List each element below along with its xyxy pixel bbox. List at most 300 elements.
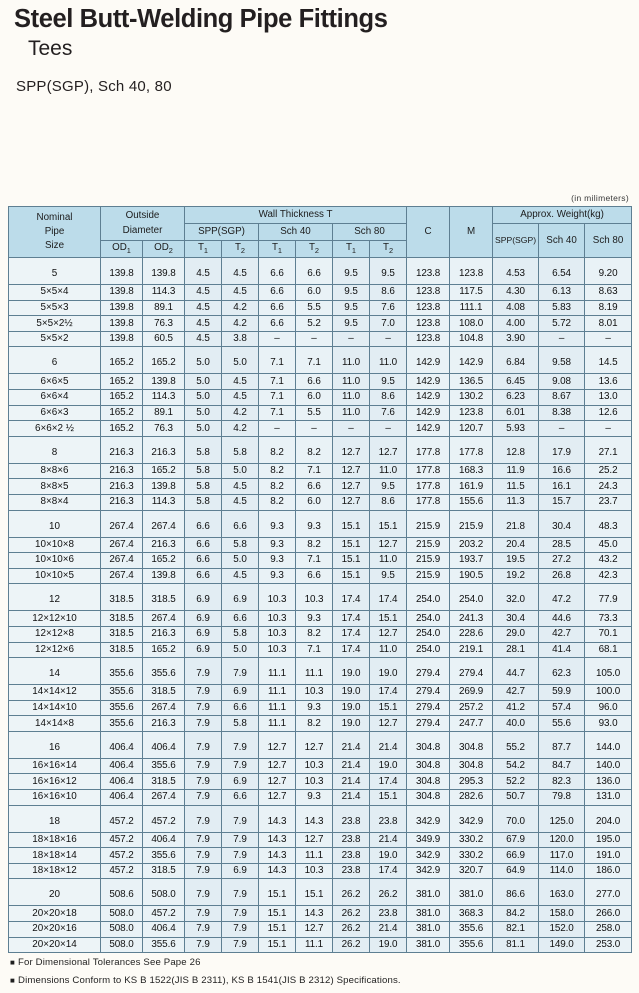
cell-c: 304.8 (407, 774, 450, 790)
cell-size: 18 (9, 805, 101, 832)
cell-w_sch40: 120.0 (539, 832, 585, 848)
cell-c: 279.4 (407, 700, 450, 716)
cell-sch80_t2: 15.1 (370, 510, 407, 537)
cell-sch40_t2: 8.2 (296, 537, 333, 553)
cell-sch80_t1: 21.4 (333, 731, 370, 758)
cell-sch80_t1: 17.4 (333, 642, 370, 658)
cell-od1: 457.2 (101, 863, 143, 879)
cell-sch80_t1: 11.0 (333, 389, 370, 405)
cell-od2: 457.2 (143, 805, 185, 832)
cell-c: 349.9 (407, 832, 450, 848)
cell-sch80_t2: – (370, 331, 407, 347)
cell-spp_t1: 7.9 (185, 700, 222, 716)
cell-w_sch40: 84.7 (539, 758, 585, 774)
cell-size: 10 (9, 510, 101, 537)
cell-od2: 318.5 (143, 774, 185, 790)
cell-w_sch80: 140.0 (585, 758, 632, 774)
cell-sch80_t2: 11.0 (370, 642, 407, 658)
cell-sch80_t2: 12.7 (370, 436, 407, 463)
cell-w_spp: 29.0 (493, 626, 539, 642)
cell-od2: 355.6 (143, 848, 185, 864)
cell-spp_t1: 7.9 (185, 937, 222, 953)
cell-w_sch80: 144.0 (585, 731, 632, 758)
cell-w_sch80: 13.6 (585, 374, 632, 390)
cell-m: 117.5 (450, 285, 493, 301)
cell-m: 295.3 (450, 774, 493, 790)
cell-od1: 508.0 (101, 922, 143, 938)
header-od2-subscript: 2 (168, 246, 173, 256)
cell-w_sch80: 93.0 (585, 716, 632, 732)
header-line-outside: Outside (125, 210, 160, 222)
cell-spp_t2: 6.6 (222, 790, 259, 806)
cell-spp_t2: 5.0 (222, 553, 259, 569)
cell-m: 330.2 (450, 848, 493, 864)
header-spp-t1-subscript: 1 (203, 246, 209, 256)
header-od1-label: OD (112, 242, 127, 254)
cell-w_sch40: 82.3 (539, 774, 585, 790)
cell-spp_t2: 7.9 (222, 922, 259, 938)
cell-sch40_t2: 8.2 (296, 716, 333, 732)
cell-m: 355.6 (450, 922, 493, 938)
table-row (9, 863, 632, 879)
cell-sch80_t1: 23.8 (333, 805, 370, 832)
cell-size: 6×6×4 (9, 389, 101, 405)
cell-sch40_t2: 9.3 (296, 700, 333, 716)
cell-sch40_t2: 12.7 (296, 922, 333, 938)
cell-spp_t1: 7.9 (185, 790, 222, 806)
cell-m: 108.0 (450, 316, 493, 332)
table-row (9, 479, 632, 495)
table-row (9, 389, 632, 405)
cell-w_spp: 52.2 (493, 774, 539, 790)
cell-sch40_t1: 14.3 (259, 805, 296, 832)
cell-w_spp: 28.1 (493, 642, 539, 658)
cell-m: 320.7 (450, 863, 493, 879)
header-spp-t2 (222, 241, 259, 258)
cell-od2: 216.3 (143, 537, 185, 553)
cell-w_sch40: 8.67 (539, 389, 585, 405)
cell-sch40_t2: 6.0 (296, 285, 333, 301)
cell-w_sch40: 79.8 (539, 790, 585, 806)
cell-w_spp: 6.23 (493, 389, 539, 405)
cell-c: 381.0 (407, 879, 450, 906)
cell-sch40_t2: 5.5 (296, 405, 333, 421)
cell-size: 12×12×6 (9, 642, 101, 658)
cell-od1: 318.5 (101, 611, 143, 627)
cell-sch80_t1: 23.8 (333, 863, 370, 879)
cell-size: 16×16×12 (9, 774, 101, 790)
cell-spp_t2: 4.5 (222, 285, 259, 301)
cell-od1: 318.5 (101, 584, 143, 611)
cell-spp_t2: 7.9 (222, 758, 259, 774)
cell-w_spp: 82.1 (493, 922, 539, 938)
cell-spp_t1: 7.9 (185, 731, 222, 758)
cell-m: 269.9 (450, 685, 493, 701)
cell-spp_t1: 7.9 (185, 863, 222, 879)
cell-spp_t2: 7.9 (222, 848, 259, 864)
cell-sch40_t2: 6.0 (296, 389, 333, 405)
cell-w_sch80: 277.0 (585, 879, 632, 906)
table-row (9, 568, 632, 584)
cell-m: 304.8 (450, 758, 493, 774)
cell-od2: 267.4 (143, 700, 185, 716)
cell-sch80_t1: 9.5 (333, 258, 370, 285)
cell-od2: 114.3 (143, 285, 185, 301)
cell-w_sch80: 24.3 (585, 479, 632, 495)
cell-c: 254.0 (407, 611, 450, 627)
cell-sch80_t2: 9.5 (370, 568, 407, 584)
cell-sch80_t1: 23.8 (333, 832, 370, 848)
cell-c: 123.8 (407, 300, 450, 316)
cell-sch40_t2: – (296, 421, 333, 437)
header-m: M (450, 207, 493, 258)
header-od1-subscript: 1 (126, 246, 131, 256)
cell-w_sch40: 117.0 (539, 848, 585, 864)
cell-od2: 165.2 (143, 347, 185, 374)
cell-w_spp: 6.45 (493, 374, 539, 390)
table-row (9, 758, 632, 774)
cell-od2: 139.8 (143, 479, 185, 495)
cell-od2: 76.3 (143, 316, 185, 332)
cell-spp_t2: 4.5 (222, 479, 259, 495)
cell-w_sch80: 13.0 (585, 389, 632, 405)
cell-sch80_t2: 12.7 (370, 626, 407, 642)
cell-od1: 267.4 (101, 553, 143, 569)
header-od2-label: OD (154, 242, 169, 254)
cell-od1: 267.4 (101, 568, 143, 584)
cell-od1: 165.2 (101, 374, 143, 390)
cell-size: 12×12×10 (9, 611, 101, 627)
header-weight-sch80: Sch 80 (585, 224, 632, 258)
cell-spp_t1: 4.5 (185, 316, 222, 332)
table-row (9, 879, 632, 906)
cell-sch40_t1: – (259, 331, 296, 347)
cell-w_sch40: 28.5 (539, 537, 585, 553)
header-line-nominal: Nominal (36, 211, 73, 223)
cell-size: 18×18×14 (9, 848, 101, 864)
cell-w_sch40: – (539, 421, 585, 437)
cell-sch80_t1: 15.1 (333, 537, 370, 553)
cell-w_sch40: 5.83 (539, 300, 585, 316)
cell-w_sch80: 8.19 (585, 300, 632, 316)
cell-od1: 267.4 (101, 510, 143, 537)
cell-w_sch40: 62.3 (539, 658, 585, 685)
cell-m: 111.1 (450, 300, 493, 316)
cell-spp_t1: 6.9 (185, 584, 222, 611)
cell-sch80_t2: 21.4 (370, 832, 407, 848)
cell-spp_t2: 4.5 (222, 258, 259, 285)
cell-m: 203.2 (450, 537, 493, 553)
cell-sch40_t1: 8.2 (259, 436, 296, 463)
table-row (9, 685, 632, 701)
cell-od1: 139.8 (101, 300, 143, 316)
cell-sch80_t2: 11.0 (370, 553, 407, 569)
cell-sch40_t1: 15.1 (259, 879, 296, 906)
cell-sch40_t1: 10.3 (259, 611, 296, 627)
cell-w_sch80: 253.0 (585, 937, 632, 953)
header-approx-weight: Approx. Weight(kg) (493, 207, 632, 224)
cell-sch80_t1: – (333, 331, 370, 347)
table-row (9, 300, 632, 316)
cell-spp_t1: 5.0 (185, 405, 222, 421)
cell-spp_t1: 6.6 (185, 553, 222, 569)
cell-w_sch80: 186.0 (585, 863, 632, 879)
cell-sch40_t2: 11.1 (296, 848, 333, 864)
cell-sch80_t1: 17.4 (333, 584, 370, 611)
cell-w_sch40: 9.08 (539, 374, 585, 390)
cell-size: 5×5×3 (9, 300, 101, 316)
cell-w_spp: 6.01 (493, 405, 539, 421)
cell-c: 177.8 (407, 436, 450, 463)
cell-od1: 139.8 (101, 331, 143, 347)
cell-c: 215.9 (407, 553, 450, 569)
cell-spp_t1: 7.9 (185, 906, 222, 922)
cell-sch80_t1: 19.0 (333, 685, 370, 701)
cell-spp_t1: 6.9 (185, 626, 222, 642)
cell-w_sch80: 100.0 (585, 685, 632, 701)
table-row (9, 258, 632, 285)
cell-od1: 139.8 (101, 285, 143, 301)
cell-sch40_t2: 5.5 (296, 300, 333, 316)
header-line-diameter: Diameter (122, 224, 163, 236)
cell-spp_t2: 6.9 (222, 685, 259, 701)
table-row (9, 285, 632, 301)
cell-w_spp: 44.7 (493, 658, 539, 685)
cell-spp_t1: 5.8 (185, 494, 222, 510)
cell-c: 381.0 (407, 922, 450, 938)
cell-w_spp: 70.0 (493, 805, 539, 832)
cell-spp_t2: 7.9 (222, 658, 259, 685)
header-od1 (101, 241, 143, 258)
cell-sch40_t1: 12.7 (259, 790, 296, 806)
footnotes (10, 957, 401, 993)
cell-size: 6×6×3 (9, 405, 101, 421)
cell-spp_t1: 4.5 (185, 258, 222, 285)
cell-sch40_t2: 6.6 (296, 258, 333, 285)
cell-spp_t2: 5.8 (222, 626, 259, 642)
cell-w_spp: 11.9 (493, 463, 539, 479)
cell-size: 10×10×8 (9, 537, 101, 553)
cell-sch40_t2: 6.0 (296, 494, 333, 510)
header-sch80-t2-label: T (382, 242, 389, 254)
cell-w_spp: 11.5 (493, 479, 539, 495)
cell-spp_t1: 5.0 (185, 389, 222, 405)
cell-sch40_t1: 9.3 (259, 537, 296, 553)
cell-w_sch80: 9.20 (585, 258, 632, 285)
cell-w_sch40: 59.9 (539, 685, 585, 701)
cell-sch80_t2: 17.4 (370, 584, 407, 611)
cell-sch40_t1: 12.7 (259, 774, 296, 790)
cell-w_sch40: 158.0 (539, 906, 585, 922)
cell-c: 254.0 (407, 584, 450, 611)
cell-size: 20 (9, 879, 101, 906)
cell-size: 6×6×5 (9, 374, 101, 390)
cell-m: 120.7 (450, 421, 493, 437)
table-row (9, 510, 632, 537)
footnote-tolerances (10, 957, 401, 968)
header-sch40-t2-subscript: 2 (314, 246, 320, 256)
cell-w_sch80: 14.5 (585, 347, 632, 374)
cell-c: 142.9 (407, 374, 450, 390)
cell-sch40_t1: 9.3 (259, 553, 296, 569)
bullet-icon: ■ (10, 957, 15, 967)
cell-spp_t2: 7.9 (222, 879, 259, 906)
cell-sch40_t2: – (296, 331, 333, 347)
cell-w_spp: 55.2 (493, 731, 539, 758)
cell-spp_t1: 4.5 (185, 285, 222, 301)
cell-od2: 216.3 (143, 436, 185, 463)
cell-sch80_t1: 21.4 (333, 774, 370, 790)
header-sch80-t1-subscript: 1 (351, 246, 357, 256)
table-row (9, 805, 632, 832)
cell-sch80_t2: 12.7 (370, 537, 407, 553)
cell-od2: 406.4 (143, 731, 185, 758)
table-row (9, 463, 632, 479)
cell-m: 330.2 (450, 832, 493, 848)
units-note: (in milimeters) (571, 193, 629, 203)
cell-w_sch40: 55.6 (539, 716, 585, 732)
cell-size: 14 (9, 658, 101, 685)
header-sch80-t1 (333, 241, 370, 258)
table-header (9, 207, 632, 258)
cell-c: 342.9 (407, 848, 450, 864)
cell-spp_t2: 6.6 (222, 510, 259, 537)
cell-m: 247.7 (450, 716, 493, 732)
cell-spp_t1: 4.5 (185, 300, 222, 316)
cell-w_spp: 67.9 (493, 832, 539, 848)
cell-od2: 114.3 (143, 389, 185, 405)
cell-od1: 406.4 (101, 774, 143, 790)
cell-sch80_t1: 12.7 (333, 479, 370, 495)
table-row (9, 537, 632, 553)
cell-od2: 89.1 (143, 300, 185, 316)
cell-c: 142.9 (407, 421, 450, 437)
cell-spp_t1: 6.6 (185, 568, 222, 584)
table-row (9, 611, 632, 627)
cell-sch40_t1: 15.1 (259, 906, 296, 922)
cell-c: 342.9 (407, 805, 450, 832)
cell-size: 8 (9, 436, 101, 463)
cell-od2: 165.2 (143, 642, 185, 658)
cell-spp_t1: 5.8 (185, 463, 222, 479)
cell-sch40_t2: 10.3 (296, 863, 333, 879)
header-sch40-t2-label: T (308, 242, 315, 254)
cell-spp_t1: 7.9 (185, 716, 222, 732)
cell-m: 123.8 (450, 405, 493, 421)
cell-w_spp: 3.90 (493, 331, 539, 347)
header-sch80-t2-subscript: 2 (388, 246, 394, 256)
header-sch40-t1-label: T (271, 242, 278, 254)
cell-sch80_t1: – (333, 421, 370, 437)
cell-sch40_t2: 15.1 (296, 879, 333, 906)
cell-od1: 508.0 (101, 906, 143, 922)
cell-w_spp: 50.7 (493, 790, 539, 806)
cell-w_sch80: 191.0 (585, 848, 632, 864)
cell-spp_t2: 7.9 (222, 805, 259, 832)
header-weight-spp: SPP(SGP) (493, 224, 539, 258)
cell-c: 304.8 (407, 731, 450, 758)
cell-c: 123.8 (407, 316, 450, 332)
cell-spp_t1: 7.9 (185, 922, 222, 938)
cell-spp_t2: 5.8 (222, 537, 259, 553)
cell-sch40_t1: 6.6 (259, 316, 296, 332)
specification-table-wrapper (8, 206, 631, 953)
cell-od1: 457.2 (101, 805, 143, 832)
cell-sch80_t2: 9.5 (370, 374, 407, 390)
cell-c: 142.9 (407, 347, 450, 374)
cell-sch80_t1: 12.7 (333, 494, 370, 510)
header-line-size: Size (44, 240, 65, 252)
cell-sch40_t1: 9.3 (259, 510, 296, 537)
cell-sch80_t2: 19.0 (370, 658, 407, 685)
cell-sch40_t1: – (259, 421, 296, 437)
header-c: C (407, 207, 450, 258)
header-wt-sch80: Sch 80 (333, 224, 407, 241)
table-row (9, 716, 632, 732)
cell-sch40_t2: 9.3 (296, 611, 333, 627)
cell-size: 16×16×10 (9, 790, 101, 806)
cell-spp_t1: 7.9 (185, 658, 222, 685)
cell-od2: 139.8 (143, 568, 185, 584)
cell-size: 20×20×18 (9, 906, 101, 922)
cell-size: 5 (9, 258, 101, 285)
cell-sch80_t2: 19.0 (370, 937, 407, 953)
cell-sch80_t2: 7.6 (370, 300, 407, 316)
cell-sch40_t1: 9.3 (259, 568, 296, 584)
cell-size: 12×12×8 (9, 626, 101, 642)
cell-m: 342.9 (450, 805, 493, 832)
cell-spp_t2: 7.9 (222, 937, 259, 953)
cell-spp_t1: 4.5 (185, 331, 222, 347)
table-row (9, 848, 632, 864)
cell-w_sch80: 8.01 (585, 316, 632, 332)
cell-w_spp: 19.5 (493, 553, 539, 569)
cell-m: 168.3 (450, 463, 493, 479)
cell-od2: 139.8 (143, 374, 185, 390)
cell-od2: 267.4 (143, 790, 185, 806)
cell-od2: 318.5 (143, 685, 185, 701)
cell-sch80_t1: 12.7 (333, 436, 370, 463)
cell-c: 177.8 (407, 494, 450, 510)
cell-spp_t1: 5.0 (185, 421, 222, 437)
cell-sch40_t1: 11.1 (259, 658, 296, 685)
cell-w_spp: 21.8 (493, 510, 539, 537)
cell-od1: 508.0 (101, 937, 143, 953)
header-spp-t1-label: T (197, 242, 204, 254)
cell-sch40_t2: 14.3 (296, 906, 333, 922)
table-row (9, 906, 632, 922)
cell-sch40_t1: 14.3 (259, 848, 296, 864)
cell-sch80_t1: 17.4 (333, 611, 370, 627)
cell-size: 20×20×16 (9, 922, 101, 938)
cell-w_spp: 4.00 (493, 316, 539, 332)
cell-w_spp: 64.9 (493, 863, 539, 879)
cell-w_spp: 42.7 (493, 685, 539, 701)
cell-spp_t2: 7.9 (222, 832, 259, 848)
cell-w_sch80: 258.0 (585, 922, 632, 938)
cell-w_sch80: 131.0 (585, 790, 632, 806)
specification-table (8, 206, 632, 953)
cell-sch80_t2: 7.6 (370, 405, 407, 421)
cell-c: 342.9 (407, 863, 450, 879)
cell-sch80_t1: 21.4 (333, 758, 370, 774)
cell-w_spp: 41.2 (493, 700, 539, 716)
cell-spp_t2: 6.9 (222, 863, 259, 879)
cell-sch80_t1: 26.2 (333, 879, 370, 906)
cell-w_sch40: 125.0 (539, 805, 585, 832)
cell-sch80_t2: 8.6 (370, 285, 407, 301)
table-row (9, 421, 632, 437)
